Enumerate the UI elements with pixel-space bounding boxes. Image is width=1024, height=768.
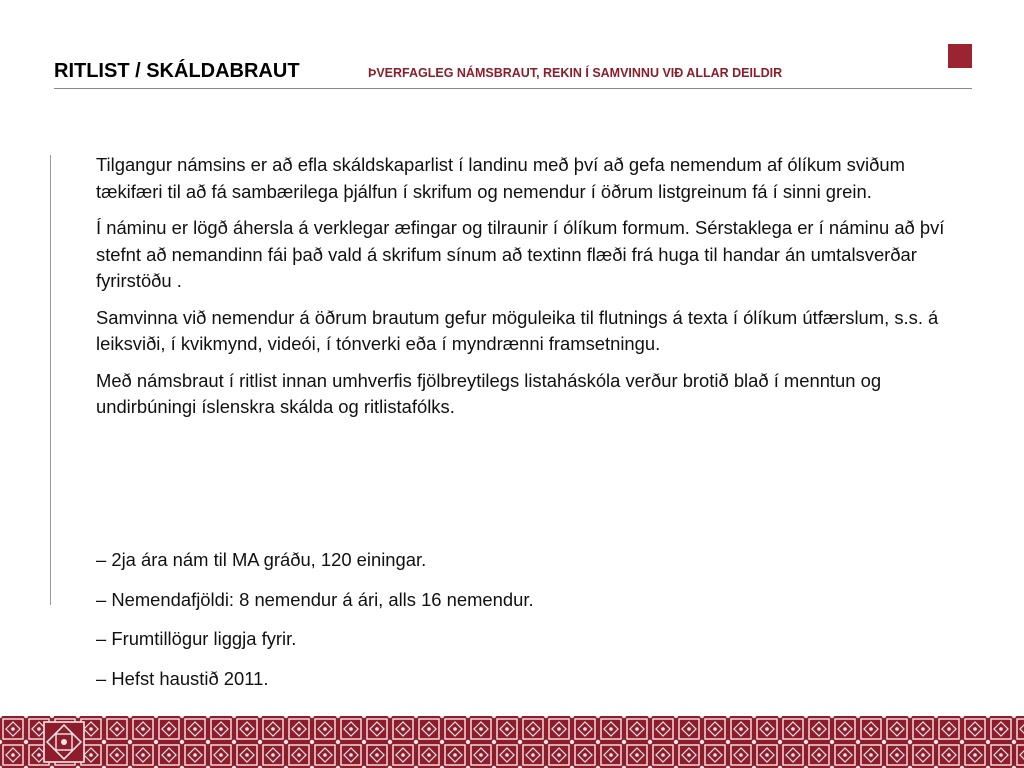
bullet-item-start: – Hefst haustið 2011. [96,667,269,689]
bullet-item-enrollment: – Nemendafjöldi: 8 nemendur á ári, alls 16 nemendur. [96,588,534,610]
bullet-item-proposals: – Frumtillögur liggja fyrir. [96,628,297,649]
paragraph-purpose: Tilgangur námsins er að efla skáldskaparlist í landinu með því að gefa nemendum af ólíkum sviðum tækifæri til að fá sambærilega þjálfun í skrifum og nemendur í öðrum listgreinum fá í sinni grein. [96,154,905,202]
footer-ornament [0,716,1024,768]
paragraph-collaboration: Samvinna við nemendur á öðrum brautum gefur möguleika til flutnings á texta í ólíkum útfærslum, s.s. á leiksviði, í kvikmynd, videói, í tónverki eða í myndrænni framsetningu. [96,306,939,354]
footer-medallion-icon [44,722,84,762]
corner-square-mark [948,44,972,68]
header-divider [54,88,972,89]
paragraph-program: Með námsbraut í ritlist innan umhverfis fjölbreytilegs listaháskóla verður brotið blað í menntun og undirbúningi íslenskra skálda og ritlistafólks. [96,369,882,417]
slide-subtitle: ÞVERFAGLEG NÁMSBRAUT, REKIN Í SAMVINNU VIÐ ALLAR DEILDIR [368,66,783,80]
bullet-item-degree: – 2ja ára nám til MA gráðu, 120 einingar. [96,549,427,570]
footer-pattern-band [0,716,1024,768]
body-text [96,152,976,431]
slide-title: RITLIST / SKÁLDABRAUT [54,60,300,82]
bullet-list [96,547,534,705]
side-divider [50,155,51,605]
paragraph-emphasis: Í náminu er lögð áhersla á verklegar æfingar og tilraunir í ólíkum formum. Sérstaklega er í náminu að því stefnt að nemandinn fái það vald á skrifum sínum að textinn flæði frá huga til handar án umtalsverðar fyrirstöðu . [96,217,945,291]
